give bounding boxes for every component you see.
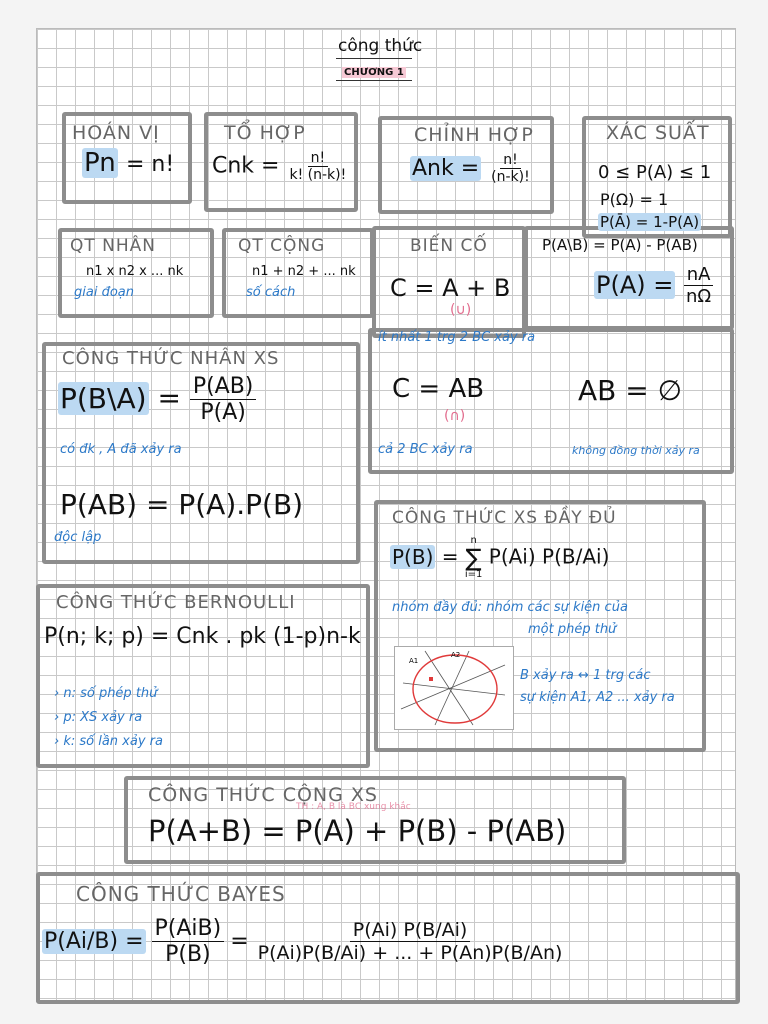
multiplication-rule-title: QT NHÂN [70, 236, 157, 256]
classical-lhs: P(A) = [596, 270, 674, 299]
bayes-num-1: P(AiB) [152, 916, 225, 942]
bernoulli-title: CÔNG THỨC BERNOULLI [56, 592, 296, 613]
bayes-eq: = [230, 929, 249, 954]
addition-rule-note: số cách [246, 285, 296, 300]
bernoulli-item-p: › p: XS xảy ra [54, 710, 143, 725]
combination-num: n! [308, 150, 329, 167]
event-intersection: C = AB [392, 374, 485, 404]
conditional-den: P(A) [200, 400, 246, 425]
conditional-lhs: P(B\A) [60, 381, 147, 415]
event-union: C = A + B [390, 274, 511, 302]
conditional-eq: = [157, 381, 181, 415]
probability-title: XÁC SUẤT [606, 122, 710, 144]
partition-diagram-svg [395, 647, 513, 729]
arrangement-den: (n-k)! [491, 169, 530, 185]
multiplication-rule-note: giai đoạn [74, 285, 134, 300]
conditional-formula [58, 374, 256, 425]
complete-group-note: nhóm đầy đủ: nhóm các sự kiện của [392, 600, 628, 615]
arrangement-num: n! [500, 152, 521, 169]
classical-num: nA [684, 264, 714, 286]
addition-rule-formula: n1 + n2 + ... nk [252, 264, 356, 279]
arrangement-formula [410, 152, 533, 185]
probability-rule-4: P(A\B) = P(A) - P(AB) [542, 236, 698, 254]
bayes-formula [42, 916, 565, 967]
addition-prob-title: CÔNG THỨC CỘNG XS [148, 784, 378, 806]
total-prob-note-4: sự kiện A1, A2 ... xảy ra [520, 690, 675, 705]
event-union-note: ít nhất 1 trg 2 BC xảy ra [378, 330, 536, 345]
bayes-den-1: P(B) [165, 942, 211, 967]
diagram-label-a2: A2 [451, 651, 461, 659]
independence-formula: P(AB) = P(A).P(B) [60, 488, 304, 521]
total-prob-lhs: P(B) [392, 544, 434, 569]
sum-bottom: i=1 [464, 569, 483, 580]
permutation-title: HOÁN VỊ [72, 122, 160, 144]
conditional-note: có đk , A đã xảy ra [60, 442, 182, 457]
event-union-symbol: (∪) [450, 302, 472, 318]
addition-prob-formula: P(A+B) = P(A) + P(B) - P(AB) [148, 814, 567, 848]
classical-den: nΩ [686, 286, 712, 307]
bernoulli-item-k: › k: số lần xảy ra [54, 734, 163, 749]
combination-formula [212, 150, 349, 183]
conditional-title: CÔNG THỨC NHÂN XS [62, 348, 280, 369]
total-prob-rhs: P(Ai) P(B/Ai) [488, 544, 610, 569]
bernoulli-formula: P(n; k; p) = Cnk . pk (1-p)n-k [44, 624, 361, 649]
partition-diagram [394, 646, 514, 730]
permutation-rhs: = n! [125, 152, 175, 177]
sum-sign: ∑ [465, 544, 482, 572]
diagram-label-a1: A1 [409, 657, 419, 665]
combination-lhs: Cnk = [212, 153, 280, 179]
page-title: công thức [338, 36, 423, 56]
permutation-formula [82, 148, 174, 178]
probability-rule-1: 0 ≤ P(A) ≤ 1 [598, 162, 712, 183]
probability-rule-2: P(Ω) = 1 [600, 190, 669, 209]
probability-rule-3: P(Ā) = 1-P(A) [600, 213, 700, 231]
combination-den: k! (n-k)! [289, 167, 347, 183]
total-prob-eq: = [441, 544, 459, 569]
chapter-label: CHƯƠNG 1 [344, 67, 404, 78]
bernoulli-item-n: › n: số phép thử [54, 686, 158, 701]
classical-probability [594, 264, 714, 307]
bayes-den-2: P(Ai)P(B/Ai) + ... + P(An)P(B/An) [257, 942, 563, 964]
multiplication-rule-formula: n1 x n2 x ... nk [86, 264, 184, 279]
arrangement-title: CHỈNH HỢP [414, 124, 534, 146]
total-prob-formula [390, 536, 609, 580]
event-title: BIẾN CỐ [410, 236, 488, 256]
combination-title: TỔ HỢP [224, 122, 306, 144]
permutation-lhs: Pn [84, 148, 116, 178]
event-intersection-note: cả 2 BC xảy ra [378, 442, 473, 457]
event-disjoint-note: không đồng thời xảy ra [572, 444, 700, 457]
bayes-num-2: P(Ai) P(B/Ai) [350, 919, 471, 942]
independence-note: độc lập [54, 530, 102, 545]
conditional-num: P(AB) [190, 374, 257, 400]
total-prob-note-3: B xảy ra ↔ 1 trg các [520, 668, 651, 683]
event-intersection-symbol: (∩) [444, 408, 466, 424]
chapter-subtitle [336, 58, 412, 81]
addition-rule-title: QT CỘNG [238, 236, 326, 256]
addition-prob-note: TH : A, B là BC xung khắc [296, 802, 411, 812]
event-disjoint: AB = ∅ [578, 374, 683, 407]
bayes-title: CÔNG THỨC BAYES [76, 882, 286, 906]
complete-group-note-2: một phép thử [528, 622, 617, 637]
sum-top: n [470, 535, 477, 546]
total-prob-title: CÔNG THỨC XS ĐẦY ĐỦ [392, 508, 617, 528]
bayes-lhs: P(Ai/B) = [44, 929, 144, 954]
arrangement-lhs: Ank = [412, 155, 480, 181]
